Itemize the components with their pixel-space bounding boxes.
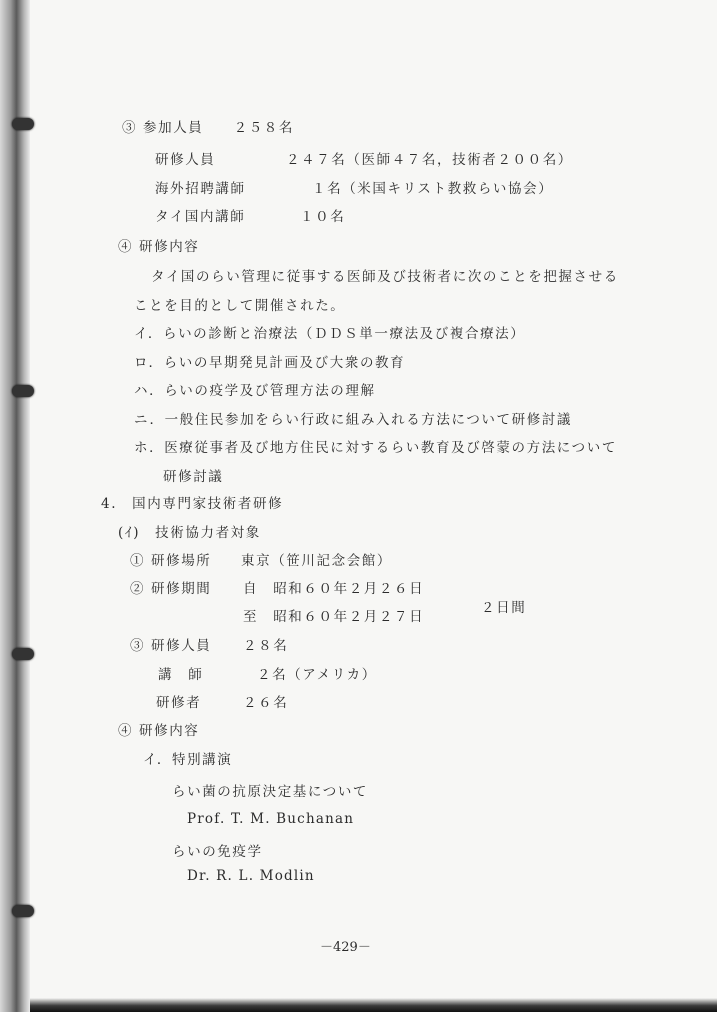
section-heading: ② 研修期間 — [130, 581, 212, 597]
text-line: ２６名 — [243, 695, 289, 711]
binder-ring — [12, 118, 34, 130]
text-line: Prof. T. M. Buchanan — [187, 811, 355, 827]
text-line: 東京（笹川記念会館） — [241, 553, 392, 569]
binder-ring — [12, 648, 34, 660]
text-line: Dr. R. L. Modlin — [187, 868, 315, 884]
text-line: 講 師 — [158, 667, 204, 683]
text-line: ことを目的として開催された。 — [134, 298, 346, 314]
list-item: イ．らいの診断と治療法（ＤＤＳ単一療法及び複合療法） — [134, 326, 526, 342]
list-item: ニ．一般住民参加をらい行政に組み入れる方法について研修討議 — [134, 412, 573, 428]
section-heading: ③ 参加人員 ２５８名 — [122, 120, 294, 136]
text-line: １０名 — [300, 209, 346, 225]
binder-ring — [12, 905, 34, 917]
section-heading: ① 研修場所 — [130, 553, 212, 569]
page-bottom-shadow — [30, 998, 717, 1012]
section-heading: ④ 研修内容 — [118, 239, 200, 255]
text-line: 海外招聘講師 — [155, 181, 246, 197]
text-line: ２名（アメリカ） — [257, 667, 377, 683]
section-heading: 4. 国内専門家技術者研修 — [101, 496, 284, 512]
list-item: イ．特別講演 — [143, 752, 233, 768]
text-line: 至 昭和６０年２月２７日 — [243, 609, 425, 625]
section-heading: ④ 研修内容 — [118, 723, 200, 739]
binder-ring — [12, 385, 34, 397]
text-line: 研修者 — [156, 695, 202, 711]
text-line: タイ国のらい管理に従事する医師及び技術者に次のことを把握させる — [151, 269, 619, 285]
text-line: ２４７名（医師４７名，技術者２００名） — [286, 152, 573, 168]
list-item: ホ．医療従事者及び地方住民に対するらい教育及び啓蒙の方法について — [134, 440, 617, 456]
text-line: らいの免疫学 — [172, 844, 263, 860]
text-line: 研修人員 — [155, 152, 216, 168]
text-line: ２８名 — [243, 638, 289, 654]
binder-edge — [0, 0, 30, 1012]
subsection-heading: (ｲ) 技術協力者対象 — [118, 525, 261, 541]
list-item: ハ．らいの疫学及び管理方法の理解 — [134, 383, 376, 399]
text-line: 自 昭和６０年２月２６日 — [243, 581, 425, 597]
text-line: １名（米国キリスト教救らい協会） — [312, 181, 554, 197]
page-number: －429－ — [320, 940, 371, 955]
text-line: らい菌の抗原決定基について — [172, 784, 369, 800]
section-heading: ③ 研修人員 — [130, 638, 212, 654]
text-line: 研修討議 — [163, 469, 224, 485]
list-item: ロ．らいの早期発見計画及び大衆の教育 — [134, 355, 406, 371]
text-line: ２日間 — [481, 600, 527, 616]
text-line: タイ国内講師 — [155, 209, 246, 225]
